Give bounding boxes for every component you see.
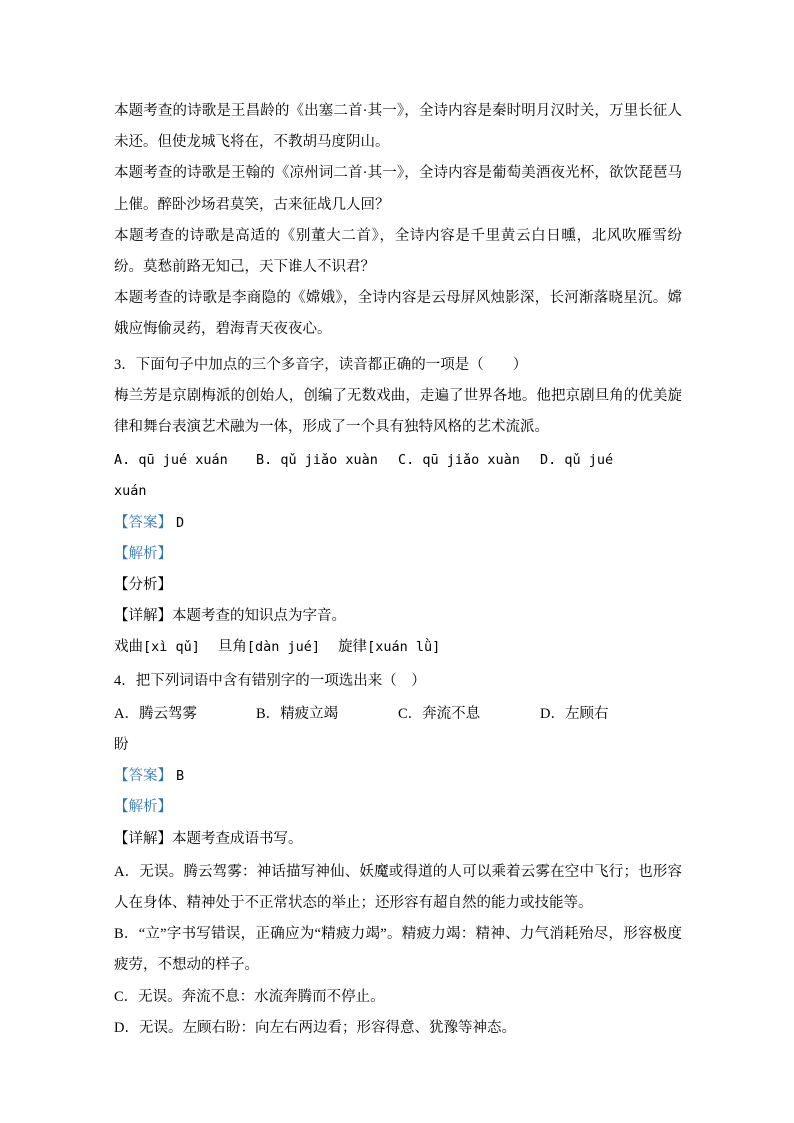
answer-label: 【答案】 (114, 768, 172, 785)
q4-explanation-a: A．无误。腾云驾雾：神话描写神仙、妖魔或得道的人可以乘着云雾在空中飞行；也形容人在身体、精神处于不正常状态的举止；还形容有超自然的能力或技能等。 (114, 863, 682, 912)
glossary-item-xuanlv: 旋律[xuán lǜ] (338, 639, 441, 656)
detail-label: 【详解】 (114, 830, 172, 847)
q4-explanation-c: C．无误。奔流不息：水流奔腾而不停止。 (114, 988, 385, 1005)
q4-options-row (114, 699, 682, 730)
glossary-item-danjue: 旦角[dàn jué] (217, 639, 321, 656)
q4-option-d-overflow: 盼 (114, 737, 129, 754)
q3-fenxi-label: 【分析】 (114, 577, 172, 594)
q3-option-a: A. qū jué xuán (114, 452, 228, 469)
q4-option-b: B．精疲立竭 (256, 705, 339, 722)
q3-analysis-label: 【解析】 (114, 545, 172, 562)
q3-option-b: B. qǔ jiǎo xuàn (256, 452, 378, 469)
q4-analysis-label: 【解析】 (114, 799, 172, 816)
poem-note-liangzhouci: 本题考查的诗歌是王翰的《凉州词二首·其一》，全诗内容是葡萄美酒夜光杯，欲饮琵琶马上催。醉卧沙场君莫笑，古来征战几人回？ (114, 165, 682, 213)
q3-option-d-overflow: xuán (114, 483, 147, 500)
q3-detail-line (114, 601, 682, 632)
q3-pinyin-glossary (114, 632, 682, 663)
q3-passage: 梅兰芳是京剧梅派的创始人，创编了无数戏曲，走遍了世界各地。他把京剧旦角的优美旋律和舞台表演艺术融为一体，形成了一个具有独特风格的艺术流派。 (114, 387, 682, 436)
q4-option-d: D．左顾右 (540, 705, 609, 722)
q3-options-row (114, 445, 682, 476)
q4-answer-line (114, 761, 682, 792)
q3-option-c: C. qū jiǎo xuàn (398, 452, 520, 469)
q4-detail-line (114, 824, 682, 855)
q4-explanation-d: D．无误。左顾右盼：向左右两边看；形容得意、犹豫等神态。 (114, 1019, 516, 1036)
q4-answer-value: B (176, 768, 185, 785)
q4-option-a: A．腾云驾雾 (114, 705, 197, 722)
glossary-item-xiqu: 戏曲[xì qǔ] (114, 639, 200, 656)
q4-explanation-b: B．“立”字书写错误，正确应为“精疲力竭”。精疲力竭：精神、力气消耗殆尽，形容极度疲劳，不想动的样子。 (114, 926, 682, 974)
poem-note-chusai: 本题考查的诗歌是王昌龄的《出塞二首·其一》，全诗内容是秦时明月汉时关，万里长征人未还。但使龙城飞将在，不教胡马度阴山。 (114, 103, 682, 151)
q3-stem: 3．下面句子中加点的三个多音字，读音都正确的一项是（ ） (114, 356, 528, 373)
poem-note-biedongda: 本题考查的诗歌是高适的《别董大二首》，全诗内容是千里黄云白日曛，北风吹雁雪纷纷。莫愁前路无知己，天下谁人不识君？ (114, 227, 682, 276)
q3-answer-line (114, 508, 682, 539)
q4-option-c: C．奔流不息 (398, 705, 481, 722)
detail-label: 【详解】 (114, 608, 172, 625)
q3-answer-value: D (176, 514, 185, 531)
poem-note-change: 本题考查的诗歌是李商隐的《嫦娥》，全诗内容是云母屏风烛影深，长河渐落晓星沉。嫦娥应悔偷灵药，碧海青天夜夜心。 (114, 290, 682, 338)
q4-detail-text: 本题考查成语书写。 (172, 830, 303, 847)
q3-option-d: D. qǔ jué (540, 452, 614, 469)
answer-label: 【答案】 (114, 514, 172, 531)
q4-stem: 4．把下列词语中含有错别字的一项选出来（ ） (114, 672, 426, 689)
q3-detail-text: 本题考查的知识点为字音。 (172, 608, 346, 625)
